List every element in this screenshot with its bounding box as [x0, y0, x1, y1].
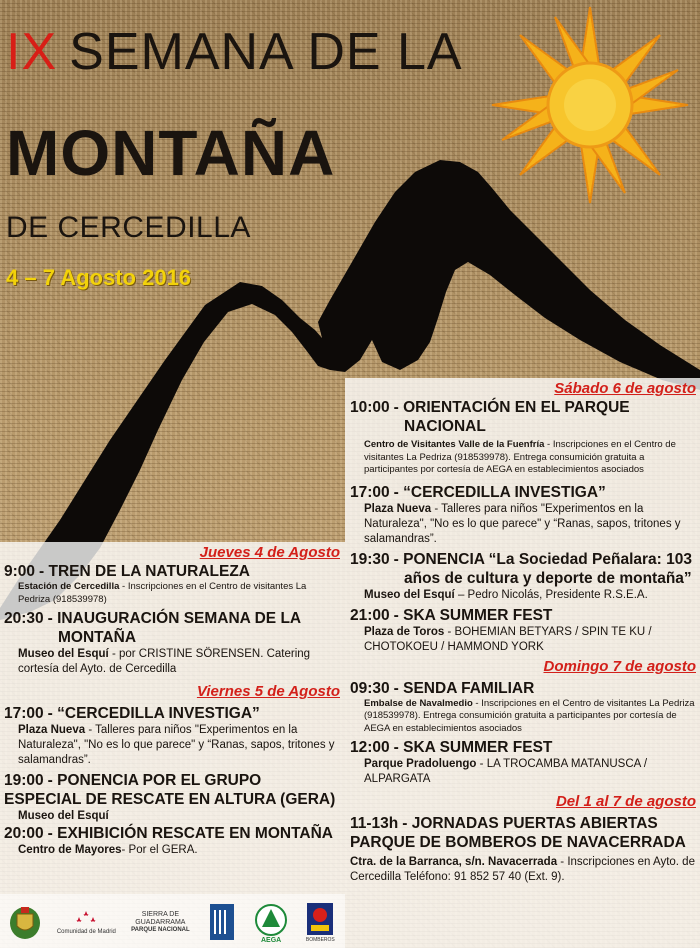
event-name: - SKA SUMMER FEST	[393, 739, 553, 756]
title-text-1: SEMANA DE LA	[69, 23, 463, 81]
sponsor-logos	[0, 896, 345, 948]
day-heading-viernes: Viernes 5 de Agosto	[196, 683, 340, 700]
event-info: - LA TROCAMBA MATANUSCA / ALPARGATA	[364, 758, 648, 785]
event-details	[350, 625, 696, 655]
event-details	[4, 723, 340, 768]
event-details	[4, 843, 340, 858]
event-info: - Talleres para niños "Experimentos en la Naturaleza", "No es lo que parece" y “Ranas, sapos, tritones y salamandras”.	[364, 502, 681, 545]
event-info: - Inscripciones en el Centro de visitantes La Pedriza (918539978). Entrega consumición gratuita a participantes por cortesía de AEGA en establecimientos asociados	[364, 439, 676, 475]
event-details	[4, 809, 340, 824]
event-place: Embalse de Navalmedio	[364, 697, 473, 709]
event-time: 9:00	[4, 563, 36, 580]
bomberos-logo	[303, 901, 337, 944]
event-name: - “CERCEDILLA INVESTIGA”	[393, 483, 606, 501]
event-place: Museo del Esquí	[18, 810, 109, 822]
event-title	[350, 679, 696, 698]
event-place: Museo del Esquí	[18, 648, 109, 660]
event-details	[350, 588, 696, 603]
event-title	[350, 483, 696, 502]
event-place: Plaza Nueva	[18, 724, 86, 736]
event-place: Centro de Visitantes Valle de la Fuenfría	[364, 439, 545, 450]
cercedilla-shield-logo	[8, 904, 42, 940]
event-info: - Inscripciones en el Centro de visitantes La Pedriza (918539978)	[18, 581, 307, 605]
event-title	[350, 738, 696, 757]
sierra-text: SIERRA DE GUADARRAMA	[135, 910, 186, 926]
event-name: - EXHIBICIÓN RESCATE EN MONTAÑA	[47, 825, 333, 842]
event-place: Plaza Nueva	[364, 502, 432, 515]
event-info: - BOHEMIAN BETYARS / SPIN TE KU / CHOTOKOEU / HAMMOND YORK	[364, 625, 652, 653]
title-line-1	[6, 24, 463, 80]
event-details	[350, 698, 696, 736]
event-title	[4, 609, 340, 628]
title-line-2: MONTAÑA	[6, 117, 336, 189]
day-heading-jueves: Jueves 4 de Agosto	[199, 544, 340, 561]
event-details	[350, 502, 696, 547]
aega-logo	[254, 901, 288, 944]
day-heading-sabado: Sábado 6 de agosto	[554, 380, 696, 397]
event-name: - INAUGURACIÓN SEMANA DE LA	[47, 610, 302, 627]
event-time: 09:30	[350, 679, 390, 697]
subtitle: DE CERCEDILLA	[6, 211, 251, 244]
event-dates: 4 – 7 Agosto 2016	[6, 265, 192, 290]
comunidad-madrid-text: Comunidad de Madrid	[56, 928, 116, 935]
event-info: - Por el GERA.	[121, 844, 198, 856]
event-details	[350, 855, 696, 885]
event-time: 12:00	[350, 739, 390, 756]
event-info: - Inscripciones en el Centro de visitantes La Pedriza (918539978). Entrega consumición gratuita a participantes por cortesía de AEGA en establecimientos asociados	[364, 697, 695, 734]
event-title	[350, 550, 696, 569]
event-place: Museo del Esquí	[364, 588, 455, 601]
event-info: - Talleres para niños "Experimentos en la Naturaleza", "No es lo que parece" y “Ranas, sapos, tritones y salamandras”.	[18, 724, 335, 766]
event-info: - Inscripciones en Ayto. de Cercedilla Teléfono: 91 852 57 40 (Ext. 9).	[350, 856, 695, 883]
event-place: Ctra. de la Barranca, s/n. Navacerrada	[350, 856, 558, 868]
event-title	[350, 398, 696, 417]
event-title	[4, 771, 340, 809]
event-name: - PONENCIA “La Sociedad Peñalara: 103	[393, 550, 692, 568]
event-name: - TREN DE LA NATURALEZA	[39, 563, 250, 580]
event-details	[4, 647, 340, 677]
event-time: 19:00	[4, 772, 44, 789]
sierra-guadarrama-logo	[131, 911, 190, 934]
bomberos-text: BOMBEROS	[305, 936, 335, 943]
event-time: 21:00	[350, 606, 390, 624]
parque-text: PARQUE NACIONAL	[131, 926, 190, 933]
event-info: – Pedro Nicolás, Presidente R.S.E.A.	[454, 588, 648, 601]
aega-text: AEGA	[260, 936, 282, 944]
event-place: Parque Pradoluengo	[364, 758, 477, 770]
edition-roman-numeral: IX	[6, 23, 58, 81]
event-title	[4, 562, 340, 581]
event-name: - SKA SUMMER FEST	[393, 606, 553, 624]
schedule-right-column	[350, 380, 696, 885]
title-block	[6, 24, 463, 80]
event-time: 17:00	[350, 483, 390, 501]
comunidad-madrid-logo	[57, 909, 116, 936]
schedule-left-column	[4, 544, 340, 858]
event-place: Estación de Cercedilla	[18, 581, 120, 592]
event-details	[4, 581, 340, 606]
event-name-cont: años de cultura y deporte de montaña”	[404, 569, 692, 587]
day-heading-domingo: Domingo 7 de agosto	[543, 657, 696, 675]
day-heading-final: Del 1 al 7 de agosto	[555, 793, 696, 810]
event-time: 20:30	[4, 610, 44, 627]
event-time: 17:00	[4, 705, 44, 722]
event-time: 11-13h	[350, 815, 399, 832]
event-details	[350, 439, 696, 477]
event-details	[350, 757, 696, 787]
event-name: - “CERCEDILLA INVESTIGA”	[47, 705, 260, 722]
event-place: Centro de Mayores	[18, 844, 122, 856]
event-time: 19:30	[350, 550, 390, 568]
event-name: - SENDA FAMILIAR	[393, 679, 535, 697]
event-title	[350, 814, 696, 833]
event-name-cont: NACIONAL	[404, 418, 486, 435]
event-name-cont: MONTAÑA	[58, 629, 137, 646]
event-place: Plaza de Toros	[364, 625, 445, 638]
event-name: - JORNADAS PUERTAS ABIERTAS	[402, 815, 658, 832]
sun-icon	[492, 7, 688, 203]
event-title	[4, 704, 340, 723]
event-info: - por CRISTINE SÖRENSEN. Catering cortesía del Ayto. de Cercedilla	[18, 648, 311, 675]
parques-nacionales-logo	[205, 904, 239, 940]
event-title	[350, 606, 696, 625]
event-name-cont: PARQUE DE BOMBEROS DE NAVACERRADA	[350, 834, 686, 851]
event-time: 10:00	[350, 399, 390, 416]
event-time: 20:00	[4, 825, 44, 842]
event-name: - PONENCIA POR EL GRUPO ESPECIAL DE RESCATE EN ALTURA (GERA)	[4, 772, 336, 808]
event-title	[4, 824, 340, 843]
event-name: - ORIENTACIÓN EN EL PARQUE	[393, 399, 630, 416]
